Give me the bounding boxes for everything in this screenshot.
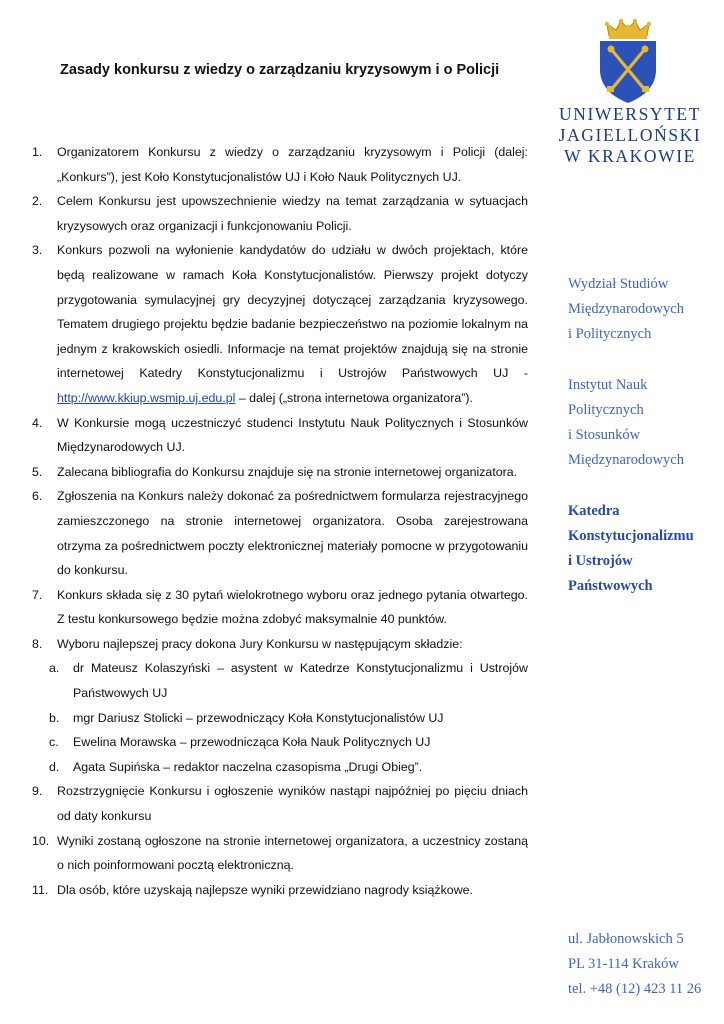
faculty-line: Międzynarodowych [568, 301, 684, 317]
department-line: Konstytucjonalizmu [568, 528, 694, 544]
jury-letter: c. [49, 735, 59, 750]
department-block [568, 499, 718, 599]
university-name [555, 104, 705, 167]
rule-text: Rozstrzygnięcie Konkursu i ogłoszenie wyników nastąpi najpóźniej po pięciu dniach od daty konkursu [57, 784, 528, 824]
rule-text: Wyniki zostaną ogłoszone na stronie internetowej organizatora, a uczestnicy zostaną o nich poinformowani pocztą elektroniczną. [57, 833, 528, 873]
jury-member [32, 755, 528, 780]
rule-item [32, 140, 528, 189]
jury-letter: d. [49, 759, 60, 774]
rule-item [32, 189, 528, 238]
faculty-block [568, 272, 718, 347]
faculty-line: i Politycznych [568, 326, 652, 342]
rule-item [32, 238, 528, 410]
rule-text: Wyboru najlepszej pracy dokona Jury Konkursu w następującym składzie: [57, 636, 463, 651]
jury-member-text: dr Mateusz Kolaszyński – asystent w Katedrze Konstytucjonalizmu i Ustrojów Państwowych UJ [73, 661, 528, 701]
department-line: i Ustrojów [568, 553, 633, 569]
rule-item [32, 411, 528, 460]
rule-number: 5. [32, 464, 43, 479]
department-line: Katedra [568, 503, 620, 519]
rule-text: Konkurs składa się z 30 pytań wielokrotnego wyboru oraz jednego pytania otwartego. Z testu konkursowego będzie można zdobyć maksymalnie 40 punktów. [57, 587, 528, 627]
rule-item [32, 779, 528, 828]
rule-text: Dla osób, które uzyskają najlepsze wyniki przewidziano nagrody książkowe. [57, 882, 473, 897]
rule-item [32, 878, 528, 903]
rule-item [32, 484, 528, 582]
rule-text: Zgłoszenia na Konkurs należy dokonać za pośrednictwem formularza rejestracyjnego zamieszczonego na stronie internetowej organizatora. Osoba zarejestrowana otrzyma za pośrednictwem poczty elektronicznej materiały pomocne w przygotowaniu do konkursu. [57, 489, 528, 578]
address-phone: tel. +48 (12) 423 11 26 [568, 981, 702, 997]
university-name-line-2: JAGIELLOŃSKI [558, 125, 702, 145]
rules-list [32, 140, 528, 902]
jury-letter: a. [49, 661, 60, 676]
address-street: ul. Jabłonowskich 5 [568, 931, 684, 947]
rule-text: Celem Konkursu jest upowszechnienie wiedzy na temat zarządzania w sytuacjach kryzysowych oraz organizacji i funkcjonowaniu Policji. [57, 194, 528, 233]
jury-member [32, 656, 528, 705]
rule-item [32, 583, 528, 632]
jury-member [32, 730, 528, 755]
jury-member-text: mgr Dariusz Stolicki – przewodniczący Koła Konstytucjonalistów UJ [73, 710, 444, 725]
institute-block [568, 373, 718, 473]
jury-member-text: Agata Supińska – redaktor naczelna czasopisma „Drugi Obieg”. [73, 759, 423, 774]
address-postal-city: PL 31-114 Kraków [568, 956, 679, 972]
rule-number: 8. [32, 636, 43, 651]
rule-number: 2. [32, 194, 43, 209]
jury-letter: b. [49, 710, 60, 725]
rule-item [32, 460, 528, 485]
rule-text: Konkurs pozwoli na wyłonienie kandydatów do udziału w dwóch projektach, które będą realizowane w ramach Koła Konstytucjonalistów. Pierwszy projekt dotyczy przygotowania symulacyjnej gry decyzyjnej dotyczącej zarządzania kryzysowego. Tematem drugiego projektu będzie badanie bezpieczeństwo na poziomie lokalnym na jednym z krakowskich osiedli. Informacje na temat projektów znajdują się na stronie internetowej Katedry Konstytucjonalizmu i Ustrojów Państwowych UJ - [57, 243, 528, 381]
rule-number: 11. [32, 882, 49, 897]
rule-text: Organizatorem Konkursu z wiedzy o zarządzaniu kryzysowym i Policji (dalej: „Konkurs”), jest Koło Konstytucjonalistów UJ i Koło Nauk Politycznych UJ. [57, 145, 528, 184]
organizer-website-link[interactable]: http://www.kkiup.wsmip.uj.edu.pl [57, 390, 236, 405]
rule-number: 3. [32, 243, 43, 258]
university-name-line-1: UNIWERSYTET [558, 104, 702, 124]
rule-item [32, 829, 528, 878]
jury-member [32, 706, 528, 731]
rule-number: 1. [32, 145, 43, 159]
rule-number: 6. [32, 489, 43, 504]
document-title: Zasady konkursu z wiedzy o zarządzaniu kryzysowym i o Policji [60, 62, 500, 78]
department-line: Państwowych [568, 578, 653, 594]
university-name-line-3: W KRAKOWIE [564, 146, 696, 166]
rule-number: 4. [32, 415, 43, 430]
faculty-line: Wydział Studiów [568, 276, 669, 292]
institute-line: Międzynarodowych [568, 452, 684, 468]
rule-text: Zalecana bibliografia do Konkursu znajduje się na stronie internetowej organizatora. [57, 464, 518, 479]
crown-icon [605, 19, 651, 39]
rule-number: 10. [32, 833, 50, 848]
rule-number: 7. [32, 587, 43, 602]
jury-member-text: Ewelina Morawska – przewodnicząca Koła Nauk Politycznych UJ [73, 735, 431, 750]
address-block [568, 927, 718, 1002]
rule-number: 9. [32, 784, 43, 799]
rule-text-continued: – dalej („strona internetowa organizatora”). [235, 390, 473, 405]
institute-line: Instytut Nauk [568, 377, 648, 393]
university-coat-of-arms-logo [597, 18, 659, 104]
institute-line: i Stosunków [568, 427, 641, 443]
institute-line: Politycznych [568, 402, 644, 418]
rule-text: W Konkursie mogą uczestniczyć studenci Instytutu Nauk Politycznych i Stosunków Międzynarodowych UJ. [57, 415, 528, 455]
rule-item [32, 632, 528, 657]
